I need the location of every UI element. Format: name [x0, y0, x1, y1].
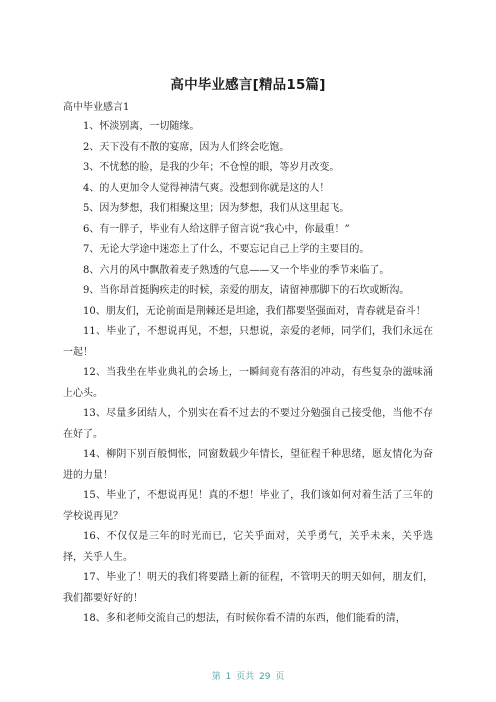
paragraph: 14、柳阴下别百般惆怅，同窗数载少年情长，望征程千种思绪，愿友情化为奋进的力量！	[63, 449, 433, 481]
paragraph: 5、因为梦想，我们相聚这里；因为梦想，我们从这里起飞。	[83, 203, 350, 214]
paragraph: 4、的人更加令人觉得神清气爽。没想到你就是这的人！	[83, 182, 330, 194]
paragraph: 6、有一胖子，毕业有人给这胖子留言说“我心中，你最重！”	[83, 223, 350, 235]
page-footer: 第 1 页共 29 页	[211, 672, 285, 682]
section-heading: 高中毕业感言1	[63, 102, 130, 113]
paragraph: 17、毕业了！明天的我们将要踏上新的征程，不管明天的明天如何，朋友们，我们都要好好的！	[63, 572, 433, 604]
paragraph: 9、当你昂首挺胸疾走的时候，亲爱的朋友，请留神那脚下的石坎或断沟。	[83, 285, 410, 296]
paragraph: 13、尽量多团结人，个别实在看不过去的不要过分勉强自己接受他，当他不存在好了。	[63, 408, 433, 440]
paragraph: 7、无论大学途中迷恋上了什么，不要忘记自己上学的主要目的。	[83, 244, 370, 255]
document-title: 高中毕业感言[精品15篇]	[170, 77, 326, 93]
paragraph: 3、不忧愁的脸，是我的少年；不仓惶的眼，等岁月改变。	[83, 162, 340, 173]
paragraph: 15、毕业了，不想说再见！真的不想！毕业了，我们该如何对着生活了三年的学校说再见？	[63, 490, 433, 522]
paragraph: 8、六月的风中飘散着麦子熟透的气息——又一个毕业的季节来临了。	[83, 264, 390, 276]
paragraph: 10、朋友们，无论前面是荆棘还是坦途，我们都要坚强面对，青春就是奋斗！	[83, 305, 426, 317]
document-body	[63, 117, 433, 630]
paragraph: 18、多和老师交流自己的想法，有时候你看不清的东西，他们能看的清，	[83, 613, 406, 624]
paragraph: 1、怀淡别离，一切随缘。	[83, 121, 200, 132]
paragraph: 16、不仅仅是三年的时光而已，它关乎面对，关乎勇气，关乎未来，关乎选择，关乎人生。	[63, 531, 433, 563]
paragraph: 11、毕业了，不想说再见，不想，只想说，亲爱的老师，同学们，我们永远在一起！	[63, 326, 433, 358]
paragraph: 2、天下没有不散的宴席，因为人们终会吃饱。	[83, 141, 290, 153]
paragraph: 12、当我坐在毕业典礼的会场上，一瞬间竟有落泪的冲动，有些复杂的滋味涌上心头。	[63, 367, 433, 399]
